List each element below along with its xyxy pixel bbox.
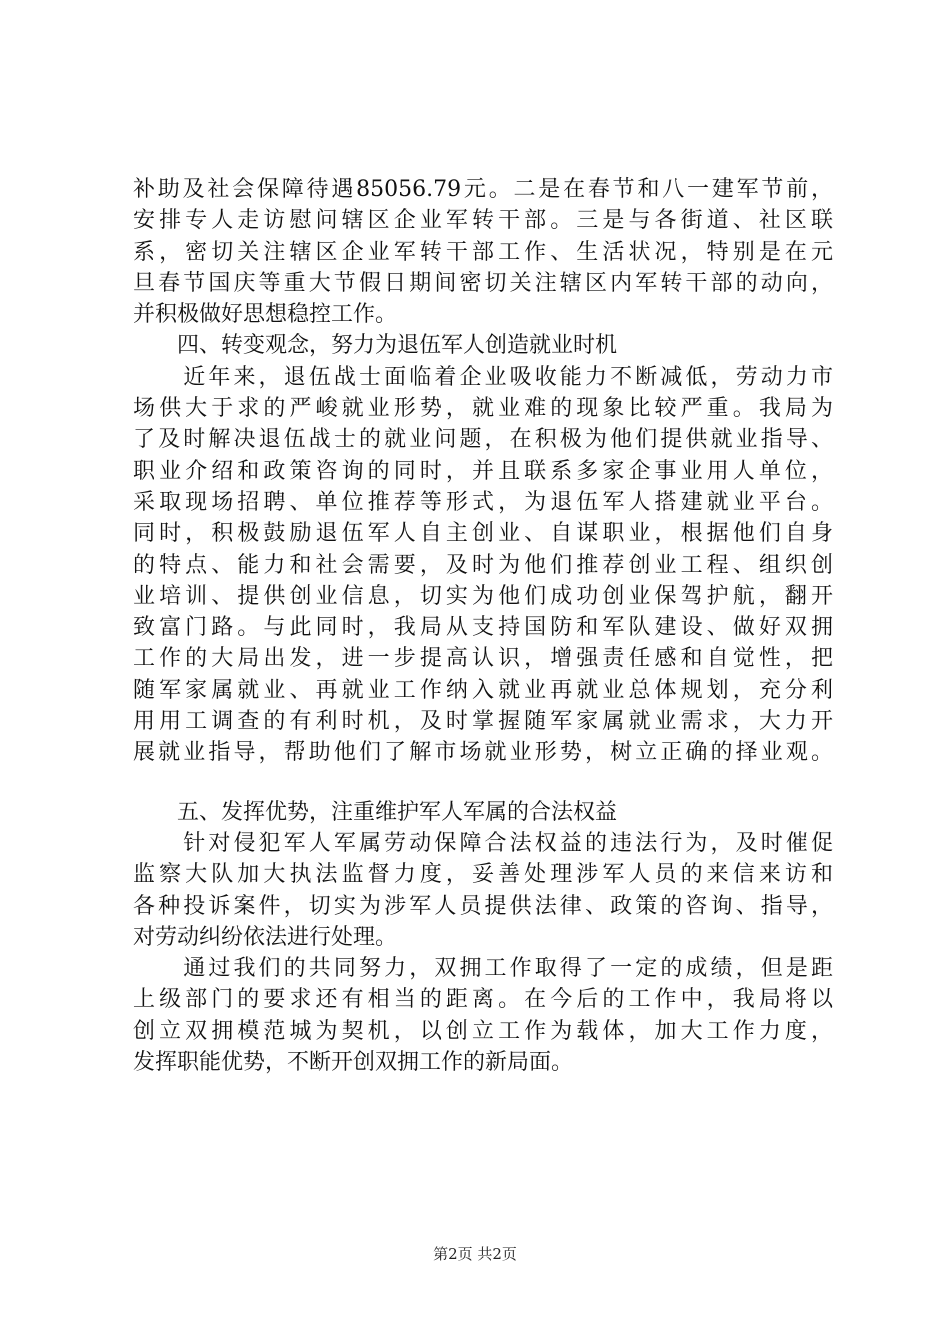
text-line: 业培训、提供创业信息，切实为他们成功创业保驾护航，翻开 [133, 583, 833, 609]
text-line: 通过我们的共同努力，双拥工作取得了一定的成绩，但是距 [133, 956, 833, 982]
text-line: 了及时解决退伍战士的就业问题，在积极为他们提供就业指导、 [133, 427, 833, 453]
text-line: 用用工调查的有利时机，及时掌握随军家属就业需求，大力开 [133, 709, 833, 735]
text-line: 各种投诉案件，切实为涉军人员提供法律、政策的咨询、指导， [133, 893, 833, 919]
text-line: 发挥职能优势，不断开创双拥工作的新局面。 [133, 1050, 574, 1076]
text-line: 对劳动纠纷依法进行处理。 [133, 924, 398, 950]
paragraph-gap [133, 769, 833, 797]
text-line: 采取现场招聘、单位推荐等形式，为退伍军人搭建就业平台。 [133, 489, 833, 515]
section-heading: 五、发挥优势，注重维护军人军属的合法权益 [133, 799, 618, 825]
text-line: 近年来，退伍战士面临着企业吸收能力不断减低，劳动力市 [133, 364, 833, 390]
text-line: 展就业指导，帮助他们了解市场就业形势，树立正确的择业观。 [133, 740, 833, 766]
text-line: 补助及社会保障待遇85056.79元。二是在春节和八一建军节前， [133, 177, 833, 202]
text-line: 同时，积极鼓励退伍军人自主创业、自谋职业，根据他们自身 [133, 521, 833, 547]
text-line: 系，密切关注辖区企业军转干部工作、生活状况，特别是在元 [133, 239, 833, 265]
text-line: 创立双拥模范城为契机，以创立工作为载体，加大工作力度， [133, 1018, 833, 1044]
text-line: 工作的大局出发，进一步提高认识，增强责任感和自觉性，把 [133, 646, 833, 672]
text-line: 职业介绍和政策咨询的同时，并且联系多家企事业用人单位， [133, 458, 833, 484]
text-line: 并积极做好思想稳控工作。 [133, 302, 398, 328]
text-line: 随军家属就业、再就业工作纳入就业再就业总体规划，充分利 [133, 677, 833, 703]
section-heading: 四、转变观念，努力为退伍军人创造就业时机 [133, 333, 618, 359]
text-line: 场供大于求的严峻就业形势，就业难的现象比较严重。我局为 [133, 396, 833, 422]
text-line: 旦春节国庆等重大节假日期间密切关注辖区内军转干部的动向， [133, 270, 833, 296]
text-line: 的特点、能力和社会需要，及时为他们推荐创业工程、组织创 [133, 552, 833, 578]
text-line: 致富门路。与此同时，我局从支持国防和军队建设、做好双拥 [133, 615, 833, 641]
text-line: 监察大队加大执法监督力度，妥善处理涉军人员的来信来访和 [133, 862, 833, 888]
text-line: 针对侵犯军人军属劳动保障合法权益的违法行为，及时催促 [133, 830, 833, 856]
document-body [133, 174, 833, 1078]
text-line: 上级部门的要求还有相当的距离。在今后的工作中，我局将以 [133, 987, 833, 1013]
text-line: 安排专人走访慰问辖区企业军转干部。三是与各街道、社区联 [133, 208, 833, 234]
page-footer: 第2页 共2页 [433, 1245, 517, 1263]
